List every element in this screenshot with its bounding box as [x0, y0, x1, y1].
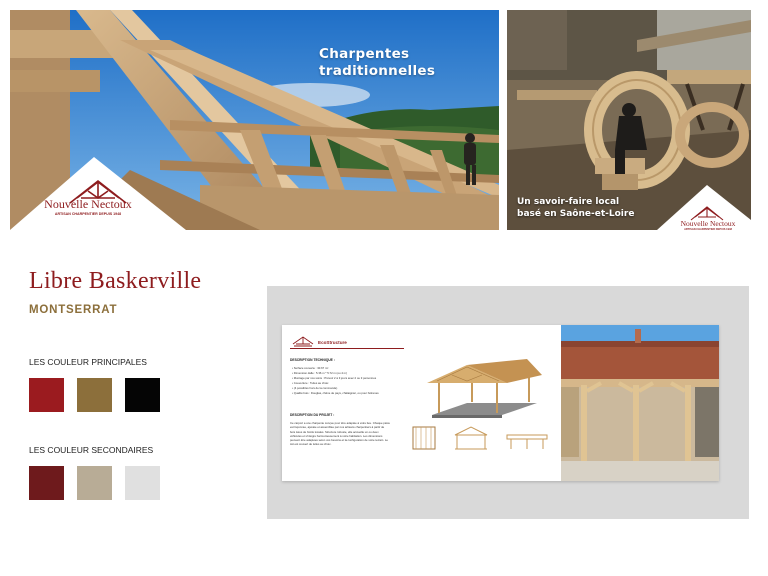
secondary-color-swatches — [29, 466, 160, 500]
logo-tagline: ARTISAN CHARPENTIER DEPUIS 1948 — [54, 212, 122, 216]
doc-bullets — [292, 366, 379, 397]
banner-caption-line2: basé en Saône-et-Loire — [517, 209, 635, 219]
banner-savoir-faire — [507, 10, 751, 230]
carport-photo — [561, 325, 719, 481]
carport-drawing — [407, 355, 557, 455]
primary-font-sample: Libre Baskerville — [29, 268, 202, 294]
list-item: • Dimension dalle : 5.36 m * 5.72 m (ou 4 m) — [292, 371, 379, 376]
logo-name-small: Nouvelle Nectoux — [680, 219, 736, 228]
logo-tagline-small: ARTISAN CHARPENTIER DEPUIS 1948 — [684, 227, 732, 230]
list-item: • Surface couverte : 30.67 m² — [292, 366, 379, 371]
swatch-gold — [77, 378, 112, 412]
primary-colors-heading: LES COULEUR PRINCIPALES — [29, 357, 147, 367]
doc-paragraph: Ce carport a une charpente conçue pour être adaptée à votre lieu. Chaque pièce est façonnée, ajustée et assemblée par nos artisans charpentiers à partir de bois issus de forêts locales. Structure robuste, elle accueille un ou deux véhicules et s'intègre harmonieusement à votre habitation. Les dimensions peuvent être adaptées selon vos besoins et la configuration de votre terrain. Le toit est couvert de tuiles au choix. — [290, 421, 390, 447]
list-item: • Couverture : Tuiles au choix — [292, 381, 379, 386]
doc-title: EcoStructure — [318, 340, 347, 345]
banner-title-line1: Charpentes — [319, 46, 410, 62]
swatch-light-gray — [125, 466, 160, 500]
doc-title-rule — [290, 348, 404, 349]
doc-section-tech: DESCRIPTION TECHNIQUE : — [290, 358, 335, 362]
primary-color-swatches — [29, 378, 160, 412]
logo-name: Nouvelle Nectoux — [44, 197, 132, 211]
list-item: • (4 possibles hors de la commande) — [292, 386, 379, 391]
swatch-beige — [77, 466, 112, 500]
banner-caption-line1: Un savoir-faire local — [517, 197, 620, 207]
list-item: • Montage par nos soins : Prévoir 2 à 3 jours avec 2 ou 3 personnes — [292, 376, 379, 381]
product-sheet-mockup — [282, 325, 719, 481]
swatch-red — [29, 378, 64, 412]
banner-caption — [517, 196, 657, 220]
swatch-dark-red — [29, 466, 64, 500]
doc-section-project: DESCRIPTION DU PROJET : — [290, 413, 335, 417]
secondary-font-sample: MONTSERRAT — [29, 304, 118, 316]
doc-logo-icon — [290, 334, 316, 348]
secondary-colors-heading: LES COULEUR SECONDAIRES — [29, 445, 154, 455]
swatch-black — [125, 378, 160, 412]
banner-title — [319, 46, 469, 80]
banner-title-line2: traditionnelles — [319, 63, 436, 79]
list-item: • Qualité bois : Douglas, chêne de pays, châtaignier, ou pour hêtrenes — [292, 391, 379, 396]
